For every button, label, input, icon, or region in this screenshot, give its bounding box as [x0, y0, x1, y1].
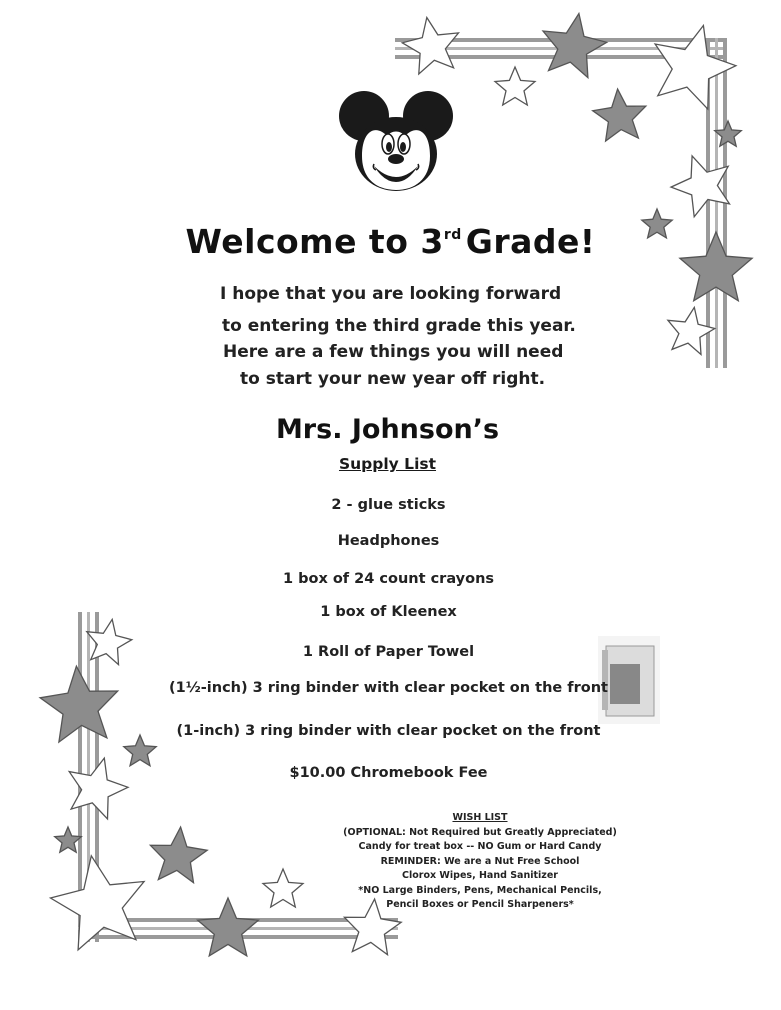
star-shape — [402, 18, 458, 75]
wish-list-line: Candy for treat box -- NO Gum or Hard Candy — [358, 841, 602, 852]
star-shape — [198, 898, 259, 956]
supply-item: 1 box of Kleenex — [320, 604, 457, 620]
star-shape — [124, 735, 156, 766]
supply-item: $10.00 Chromebook Fee — [289, 765, 488, 781]
page-title: Welcome to 3rd Grade! — [185, 222, 596, 261]
intro-line-2: to entering the third grade this year. — [222, 316, 576, 336]
wish-list — [320, 811, 640, 913]
mickey-mouse-icon — [339, 91, 453, 191]
supply-item: Headphones — [337, 533, 440, 549]
wish-list-line: REMINDER: We are a Nut Free School — [380, 855, 580, 867]
star-shape — [671, 156, 730, 217]
star-shape — [543, 14, 607, 78]
star-shape — [715, 121, 742, 146]
supply-item: 1 box of 24 count crayons — [282, 571, 495, 587]
star-shape — [55, 827, 82, 852]
intro-line-4: to start your new year off right. — [240, 369, 546, 389]
supply-item: 1 Roll of Paper Towel — [302, 644, 475, 660]
supply-item: 2 - glue sticks — [331, 497, 446, 513]
star-shape — [150, 827, 207, 883]
supply-item: (1-inch) 3 ring binder with clear pocket on the front — [176, 723, 601, 739]
wish-list-line: Pencil Boxes or Pencil Sharpeners* — [386, 899, 574, 910]
intro-line-1: I hope that you are looking forward — [220, 284, 562, 304]
star-shape — [593, 89, 646, 141]
wish-list-line: (OPTIONAL: Not Required but Greatly Appreciated) — [343, 826, 617, 838]
wish-list-heading: WISH LIST — [452, 812, 508, 823]
supply-item: (1½-inch) 3 ring binder with clear pocket on the front — [169, 680, 608, 696]
wish-list-line: Clorox Wipes, Hand Sanitizer — [402, 870, 558, 881]
wish-list-line: *NO Large Binders, Pens, Mechanical Pencils, — [358, 884, 602, 896]
star-shape — [263, 869, 303, 907]
star-shape — [495, 67, 535, 105]
supply-list-heading: Supply List — [338, 455, 437, 473]
intro-line-3: Here are a few things you will need — [223, 342, 564, 362]
teacher-name: Mrs. Johnson’s — [275, 414, 500, 445]
